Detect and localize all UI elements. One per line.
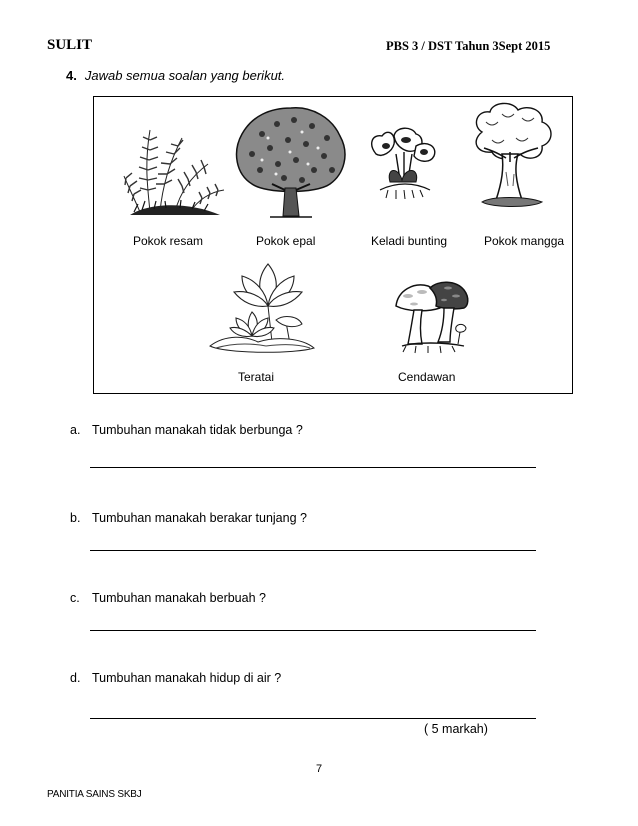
apple-tree-icon bbox=[232, 104, 350, 220]
subquestion-letter: c. bbox=[70, 591, 80, 605]
subquestion-letter: b. bbox=[70, 511, 81, 525]
plant-label-teratai: Teratai bbox=[238, 370, 275, 384]
mango-tree-icon bbox=[462, 102, 558, 212]
subquestion-d bbox=[70, 671, 281, 685]
question-instruction bbox=[66, 68, 285, 83]
subquestion-text: Tumbuhan manakah berbuah ? bbox=[92, 591, 266, 605]
plant-label-resam: Pokok resam bbox=[133, 234, 204, 248]
plant-label-epal: Pokok epal bbox=[256, 234, 316, 248]
subquestion-text: Tumbuhan manakah berakar tunjang ? bbox=[92, 511, 307, 525]
marks-label: ( 5 markah) bbox=[424, 722, 488, 736]
subquestion-text: Tumbuhan manakah tidak berbunga ? bbox=[92, 423, 303, 437]
subquestion-c bbox=[70, 591, 266, 605]
subquestion-letter: a. bbox=[70, 423, 81, 437]
subquestion-b bbox=[70, 511, 307, 525]
answer-line-c[interactable] bbox=[90, 630, 536, 631]
mushroom-icon bbox=[392, 278, 472, 354]
fern-icon bbox=[120, 120, 230, 220]
footer-text: PANITIA SAINS SKBJ bbox=[47, 789, 142, 800]
answer-line-d[interactable] bbox=[90, 718, 536, 719]
page-number: 7 bbox=[316, 763, 323, 775]
answer-line-a[interactable] bbox=[90, 467, 536, 468]
instruction-text: Jawab semua soalan yang berikut. bbox=[84, 68, 286, 83]
plant-label-keladi: Keladi bunting bbox=[371, 234, 448, 248]
subquestion-text: Tumbuhan manakah hidup di air ? bbox=[92, 671, 282, 685]
header-left: SULIT bbox=[47, 37, 93, 53]
subquestion-a bbox=[70, 423, 303, 437]
header-right: PBS 3 / DST Tahun 3Sept 2015 bbox=[386, 39, 551, 53]
plant-label-mangga: Pokok mangga bbox=[484, 234, 565, 248]
water-hyacinth-icon bbox=[366, 124, 442, 200]
lotus-icon bbox=[206, 262, 316, 356]
answer-line-b[interactable] bbox=[90, 550, 536, 551]
plant-label-cendawan: Cendawan bbox=[398, 370, 456, 384]
subquestion-letter: d. bbox=[70, 671, 81, 685]
question-number: 4. bbox=[66, 68, 77, 83]
